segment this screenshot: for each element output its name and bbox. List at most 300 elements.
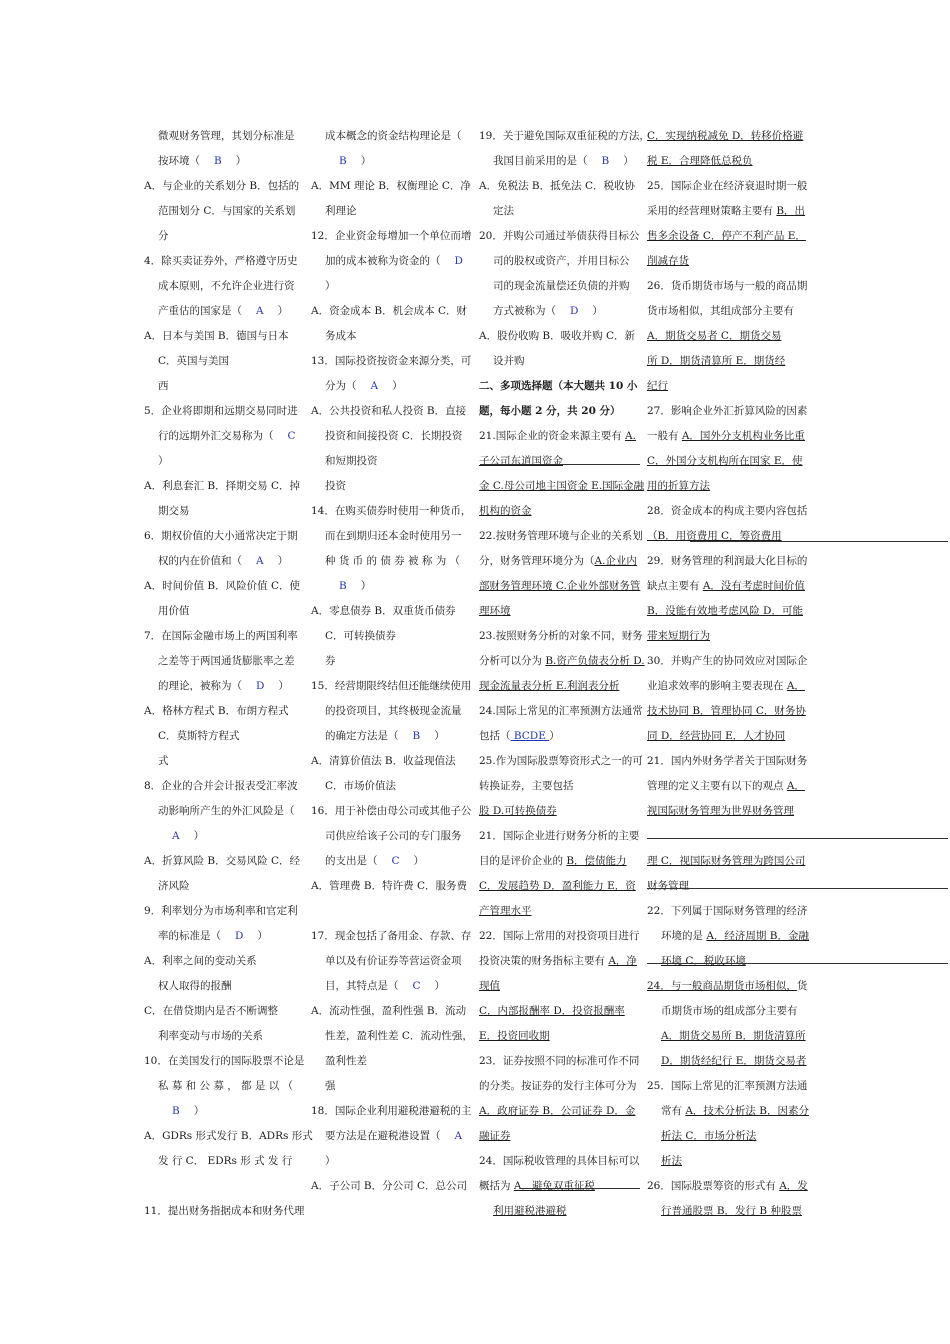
text-line	[311, 674, 471, 699]
line-text: 产重估的国家是（	[158, 305, 242, 317]
line-text: 29．财务管理的利润最大化目标的	[647, 555, 808, 567]
underlined-answer: A．国外分支机构业务比重	[681, 430, 805, 442]
line-text: 率的标准是（	[158, 930, 221, 942]
answer-letter: C	[287, 430, 296, 442]
text-line	[647, 874, 807, 899]
underlined-answer: 理环境	[479, 605, 511, 617]
text-line	[144, 774, 304, 799]
underlined-answer: 税 E．合理降低总税负	[647, 155, 753, 167]
answer-letter: D	[256, 680, 265, 692]
text-line	[311, 424, 471, 449]
line-text: ）	[325, 280, 336, 292]
text-line	[479, 299, 639, 324]
text-line	[479, 1124, 639, 1149]
line-text: 10．在美国发行的国际股票不论是	[144, 1055, 305, 1067]
text-line	[311, 299, 471, 324]
line-text: A．与企业的关系划分 B．包括的	[144, 180, 300, 192]
underlined-answer: 产管理水平	[479, 905, 532, 917]
line-text: 权人取得的报酬	[158, 980, 232, 992]
text-line	[479, 999, 639, 1024]
text-line	[647, 174, 807, 199]
text-line	[144, 1074, 304, 1099]
text-line	[647, 574, 807, 599]
underlined-answer: 融证券	[479, 1130, 511, 1142]
line-end: ）	[434, 980, 446, 992]
text-line	[479, 549, 639, 574]
text-line	[311, 949, 471, 974]
text-line	[144, 124, 304, 149]
underlined-answer: A．净	[608, 955, 637, 967]
text-line	[479, 499, 639, 524]
line-text: 目，其特点是（	[325, 980, 399, 992]
underlined-answer: A．避免双重征税	[513, 1180, 595, 1192]
text-line	[647, 599, 807, 624]
text-line	[144, 399, 304, 424]
line-text: 盈利性差	[325, 1055, 367, 1067]
text-line	[479, 649, 645, 674]
text-line	[479, 624, 643, 649]
underlined-answer: 行普通股票 B．发行 B 种股票	[661, 1205, 802, 1217]
underlined-answer: 析法	[661, 1155, 682, 1167]
line-text: 的支出是（	[325, 855, 378, 867]
line-text: 采用的经营理财策略主要有	[647, 205, 777, 217]
answer-letter: D	[454, 255, 463, 267]
answer-letter: D	[570, 305, 579, 317]
line-text: 币期货市场的组成部分主要有	[661, 1005, 798, 1017]
text-line	[479, 399, 639, 424]
line-text: 7．在国际金融市场上的两国利率	[144, 630, 298, 642]
text-line	[479, 824, 639, 849]
line-end: ）	[193, 830, 205, 842]
line-text: 的确定方法是（	[325, 730, 399, 742]
text-line	[144, 1174, 304, 1199]
line-text: C．莫斯特方程式	[158, 730, 240, 742]
text-line	[311, 374, 471, 399]
line-text: 定法	[493, 205, 514, 217]
underlined-answer: A．没有考虑时间价值	[702, 580, 805, 592]
line-text: 用价值	[158, 605, 190, 617]
text-line	[311, 474, 471, 499]
line-text: A．子公司 B．分公司 C．总公司	[311, 1180, 468, 1192]
text-line	[144, 574, 304, 599]
text-line	[311, 199, 471, 224]
text-line	[311, 849, 471, 874]
text-line	[647, 724, 807, 749]
text-line	[647, 924, 807, 949]
line-end: ）	[592, 305, 603, 317]
line-text: 期交易	[158, 505, 190, 517]
line-text: 司的现金流量偿还负债的并购	[493, 280, 630, 292]
text-line	[144, 924, 304, 949]
text-line	[144, 999, 304, 1024]
text-line	[144, 349, 304, 374]
text-line	[647, 199, 807, 224]
text-line	[479, 224, 639, 249]
line-text: 投资决策的财务指标主要有	[479, 955, 609, 967]
text-line	[311, 249, 471, 274]
underlined-answer: C．发展趋势 D．盈利能力 E．资	[479, 880, 636, 892]
line-text: 12．企业资金每增加一个单位而增	[311, 230, 472, 242]
line-text: A．格林方程式 B．布朗方程式	[144, 705, 289, 717]
text-line	[479, 124, 650, 149]
text-line	[647, 849, 807, 874]
text-line	[479, 1049, 639, 1074]
text-line	[647, 549, 807, 574]
text-line	[647, 299, 807, 324]
text-line	[647, 1149, 807, 1174]
line-text: A．清算价值法 B．收益现值法	[311, 755, 456, 767]
line-text: 二、多项选择题（本大题共 10 小	[479, 380, 638, 392]
line-text: 种 货 币 的 债 券 被 称 为 （	[325, 555, 461, 567]
line-text: 利理论	[325, 205, 357, 217]
underlined-answer: A．	[786, 680, 805, 692]
line-text: 24.国际上常见的汇率预测方法通常	[479, 705, 643, 717]
underlined-answer: 售多余设备 C．停产不利产品 E．	[647, 230, 806, 242]
text-line	[647, 324, 807, 349]
text-line	[311, 924, 471, 949]
line-text: 8．企业的合并会计报表受汇率波	[144, 780, 298, 792]
text-line	[647, 374, 807, 399]
text-line	[311, 1174, 471, 1199]
text-line	[311, 324, 471, 349]
text-line	[647, 449, 807, 474]
line-end: ）	[434, 730, 445, 742]
line-text: 18．国际企业利用避税港避税的主	[311, 1105, 472, 1117]
line-end: ）	[413, 855, 425, 867]
line-text: 管理的定义主要有以下的观点	[647, 780, 787, 792]
text-line	[311, 574, 471, 599]
text-line	[647, 524, 807, 549]
line-text: 环境的是	[661, 930, 707, 942]
line-text: 概括为	[479, 1180, 514, 1192]
text-line	[144, 674, 304, 699]
line-text: A．折算风险 B．交易风险 C．经	[144, 855, 301, 867]
line-text: 23.按照财务分析的对象不同，财务	[479, 630, 643, 642]
text-line	[144, 1024, 304, 1049]
line-text: 式	[158, 755, 169, 767]
line-text: 设并购	[493, 355, 525, 367]
text-line	[647, 999, 807, 1024]
line-text: 行的远期外汇交易称为（	[158, 430, 274, 442]
column-2	[311, 124, 471, 1199]
answer-letter: B	[172, 1105, 180, 1117]
line-text: 业追求效率的影响主要表现在	[647, 680, 787, 692]
line-text: C．英国与美国	[158, 355, 230, 367]
text-line	[311, 624, 471, 649]
line-text: 21．国内外财务学者关于国际财务	[647, 755, 808, 767]
line-text: A．MM 理论 B．权衡理论 C．净	[311, 180, 471, 192]
text-line	[311, 1124, 471, 1149]
text-line	[311, 799, 471, 824]
text-line	[479, 874, 639, 899]
text-line	[479, 349, 639, 374]
line-text: 而在到期归还本金时使用另一	[325, 530, 462, 542]
underlined-answer: D．期货经纪行 E．期货交易者	[661, 1055, 807, 1067]
answer-letter: B	[339, 155, 347, 167]
column-3	[479, 124, 650, 1224]
text-line	[311, 399, 471, 424]
blank-rule	[647, 838, 948, 839]
answer-letter: B	[601, 155, 610, 167]
text-line	[647, 749, 807, 774]
text-line	[311, 449, 471, 474]
line-end: ）	[392, 380, 403, 392]
line-text: ）	[325, 1155, 336, 1167]
text-line	[647, 124, 807, 149]
text-line	[144, 974, 304, 999]
text-line	[144, 849, 304, 874]
line-text: 题，每小题 2 分，共 20 分）	[479, 405, 621, 417]
answer-letter: B	[339, 580, 347, 592]
text-line	[311, 124, 471, 149]
text-line	[647, 974, 807, 999]
line-text: 券	[325, 655, 336, 667]
column-4	[647, 124, 807, 1224]
line-end: ）	[278, 680, 289, 692]
line-text: 17．现金包括了备用金、存款、存	[311, 930, 472, 942]
text-line	[647, 474, 807, 499]
line-text: A．免税法 B．抵免法 C．税收协	[479, 180, 636, 192]
text-line	[647, 649, 807, 674]
text-line	[311, 699, 471, 724]
text-line	[647, 624, 807, 649]
text-line	[311, 524, 471, 549]
line-text: 一般有	[647, 430, 682, 442]
line-text: 25．国际上常见的汇率预测方法通	[647, 1080, 808, 1092]
underlined-answer: （B．用资费用 C．筹资费用	[647, 530, 782, 542]
answer-letter: B	[214, 155, 222, 167]
line-end: ）	[549, 730, 560, 742]
text-line	[647, 424, 807, 449]
line-text: 分析可以分为	[479, 655, 546, 667]
line-text: 成本概念的资金结构理论是（	[325, 130, 462, 142]
line-text: 投资和间接投资 C．长期投资	[325, 430, 463, 442]
underlined-answer: 视国际财务管理为世界财务管理	[647, 805, 794, 817]
line-end: ）	[360, 580, 372, 592]
underlined-answer: 金 C.母公司地主国资金 E.国际金融	[479, 480, 645, 492]
text-line	[144, 149, 304, 174]
line-text: 13．国际投资按资金来源分类，可	[311, 355, 472, 367]
line-text: 19．关于避免国际双重征税的方法，	[479, 130, 650, 142]
line-text: 加的成本被称为资金的（	[325, 255, 441, 267]
answer-letter: B	[412, 730, 421, 742]
underlined-answer: BCDE	[510, 730, 550, 742]
line-text: ）	[158, 455, 169, 467]
text-line	[647, 774, 807, 799]
underlined-answer: B．出	[776, 205, 806, 217]
text-line	[144, 749, 304, 774]
line-text: 私 募 和 公 募 ， 都 是 以 （	[158, 1080, 294, 1092]
underlined-answer: 子公司东道国资金	[479, 455, 563, 467]
text-line	[144, 1049, 304, 1074]
text-line	[311, 724, 471, 749]
text-line	[144, 449, 304, 474]
text-line	[479, 324, 639, 349]
underlined-answer: 机构的资金	[479, 505, 532, 517]
line-text: 分为（	[325, 380, 357, 392]
line-text: 分	[158, 230, 169, 242]
blank-rule	[690, 541, 948, 542]
answer-letter: A	[454, 1130, 463, 1142]
text-line	[479, 374, 639, 399]
line-text: 6．期权价值的大小通常决定于期	[144, 530, 298, 542]
underlined-answer: 用的折算方法	[647, 480, 710, 492]
text-line	[479, 1074, 639, 1099]
underlined-answer: 现金流量表分析 E.利润表分析	[479, 680, 620, 692]
column-1	[144, 124, 313, 1224]
line-text: A．GDRs 形式发行 B．ADRs 形式	[144, 1130, 313, 1142]
underlined-answer: A．经济周期 B．金融	[706, 930, 809, 942]
underlined-answer: 24．与一般商品期货市场相似，	[647, 980, 797, 992]
text-line	[311, 349, 471, 374]
text-line	[311, 1049, 471, 1074]
line-text: A．零息债券 B．双重货币债券	[311, 605, 456, 617]
line-text: A．利率之间的变动关系	[144, 955, 257, 967]
text-line	[647, 1099, 807, 1124]
text-line	[479, 574, 639, 599]
line-text: 25.作为国际股票筹资形式之一的可	[479, 755, 643, 767]
line-text: 缺点主要有	[647, 580, 703, 592]
text-line	[479, 849, 639, 874]
answer-letter: C	[391, 855, 400, 867]
text-line	[479, 474, 645, 499]
underlined-answer: 环境 C．税收环境	[661, 955, 746, 967]
text-line	[479, 449, 639, 474]
line-text: 动影响所产生的外汇风险是（	[158, 805, 295, 817]
text-line	[647, 149, 807, 174]
text-line	[647, 274, 807, 299]
line-text: 成本原则，不允许企业进行资	[158, 280, 295, 292]
text-line	[647, 1049, 807, 1074]
text-line	[311, 499, 471, 524]
line-text: 我国目前采用的是（	[493, 155, 588, 167]
text-line	[144, 174, 304, 199]
underlined-answer: 析法 C．市场分析法	[661, 1130, 757, 1142]
line-text: 分，财务管理环境分为（	[479, 555, 595, 567]
blank-rule	[647, 963, 948, 964]
text-line	[311, 874, 471, 899]
line-text: 16．用于补偿由母公司或其他子公	[311, 805, 472, 817]
text-line	[647, 1199, 807, 1224]
text-line	[144, 424, 304, 449]
text-line	[479, 1149, 639, 1174]
line-text: 微观财务管理，其划分标准是	[158, 130, 295, 142]
text-line	[144, 549, 304, 574]
text-line	[479, 424, 639, 449]
text-line	[144, 949, 304, 974]
line-end: 货	[796, 980, 808, 992]
text-line	[311, 649, 471, 674]
text-line	[647, 349, 807, 374]
text-line	[144, 624, 304, 649]
line-text: 之差等于两国通货膨胀率之差	[158, 655, 295, 667]
line-end: ）	[257, 930, 268, 942]
line-text: 权的内在价值和（	[158, 555, 242, 567]
underlined-answer: A．发	[779, 1180, 808, 1192]
text-line	[144, 699, 304, 724]
text-line	[144, 199, 304, 224]
text-line	[647, 1174, 807, 1199]
line-text: 14．在购买债券时使用一种货币，	[311, 505, 472, 517]
text-line	[144, 799, 304, 824]
text-line	[647, 1024, 807, 1049]
line-text: C．市场价值法	[325, 780, 397, 792]
line-text: 30．并购产生的协同效应对国际企	[647, 655, 808, 667]
text-line	[311, 1099, 471, 1124]
line-text: 济风险	[158, 880, 190, 892]
line-text: 21．国际企业进行财务分析的主要	[479, 830, 640, 842]
text-line	[647, 224, 807, 249]
text-line	[479, 174, 639, 199]
line-text: 9．利率划分为市场利率和官定利	[144, 905, 298, 917]
line-text: 24．国际税收管理的具体目标可以	[479, 1155, 640, 1167]
text-line	[647, 699, 807, 724]
text-line	[479, 199, 639, 224]
text-line	[647, 949, 807, 974]
text-line	[144, 224, 304, 249]
line-text: 22．国际上常用的对投资项目进行	[479, 930, 640, 942]
text-line	[479, 949, 639, 974]
line-text: 22．下列属于国际财务管理的经济	[647, 905, 808, 917]
underlined-answer: A.	[625, 430, 636, 442]
line-text: 23．证券按照不同的标准可作不同	[479, 1055, 640, 1067]
text-line	[647, 824, 807, 849]
line-text: 26．货币期货市场与一般的商品期	[647, 280, 808, 292]
line-text: A．利息套汇 B．择期交易 C．掉	[144, 480, 301, 492]
line-text: C．在借贷期内是否不断调整	[144, 1005, 279, 1017]
line-text: 20．并购公司通过举债获得目标公	[479, 230, 640, 242]
line-text: 性差，盈利性差 C．流动性强，	[325, 1030, 473, 1042]
text-line	[144, 1199, 304, 1224]
text-line	[144, 1149, 304, 1174]
text-line	[311, 274, 471, 299]
text-line	[479, 1024, 639, 1049]
underlined-answer: 削减存货	[647, 255, 689, 267]
text-line	[144, 1124, 313, 1149]
text-line	[311, 174, 471, 199]
line-text: A．时间价值 B．风险价值 C．使	[144, 580, 301, 592]
line-text: A．股份收购 B．吸收并购 C．新	[479, 330, 636, 342]
text-line	[144, 299, 304, 324]
text-line	[144, 374, 304, 399]
line-text: 要方法是在避税港设置（	[325, 1130, 441, 1142]
text-line	[311, 749, 471, 774]
answer-letter: A	[370, 380, 379, 392]
line-text: 投资	[325, 480, 346, 492]
text-line	[647, 1124, 807, 1149]
text-line	[144, 824, 304, 849]
text-line	[144, 649, 304, 674]
blank-rule	[647, 888, 948, 889]
text-line	[479, 149, 639, 174]
text-line	[144, 474, 304, 499]
line-text: 和短期投资	[325, 455, 378, 467]
text-line	[144, 724, 304, 749]
underlined-answer: 利用避税港避税	[493, 1205, 567, 1217]
text-line	[144, 249, 304, 274]
text-line	[311, 774, 471, 799]
text-line	[479, 1174, 639, 1199]
underlined-answer: A．期货交易者 C．期货交易	[647, 330, 782, 342]
line-text: 22.按财务管理环境与企业的关系划	[479, 530, 643, 542]
line-text: 强	[325, 1080, 336, 1092]
line-end: ）	[360, 155, 372, 167]
line-text: 按环境（	[158, 155, 200, 167]
line-end: ）	[193, 1105, 205, 1117]
text-line	[479, 799, 639, 824]
line-text: A．管理费 B．特许费 C．服务费	[311, 880, 468, 892]
underlined-answer: 带来短期行为	[647, 630, 710, 642]
